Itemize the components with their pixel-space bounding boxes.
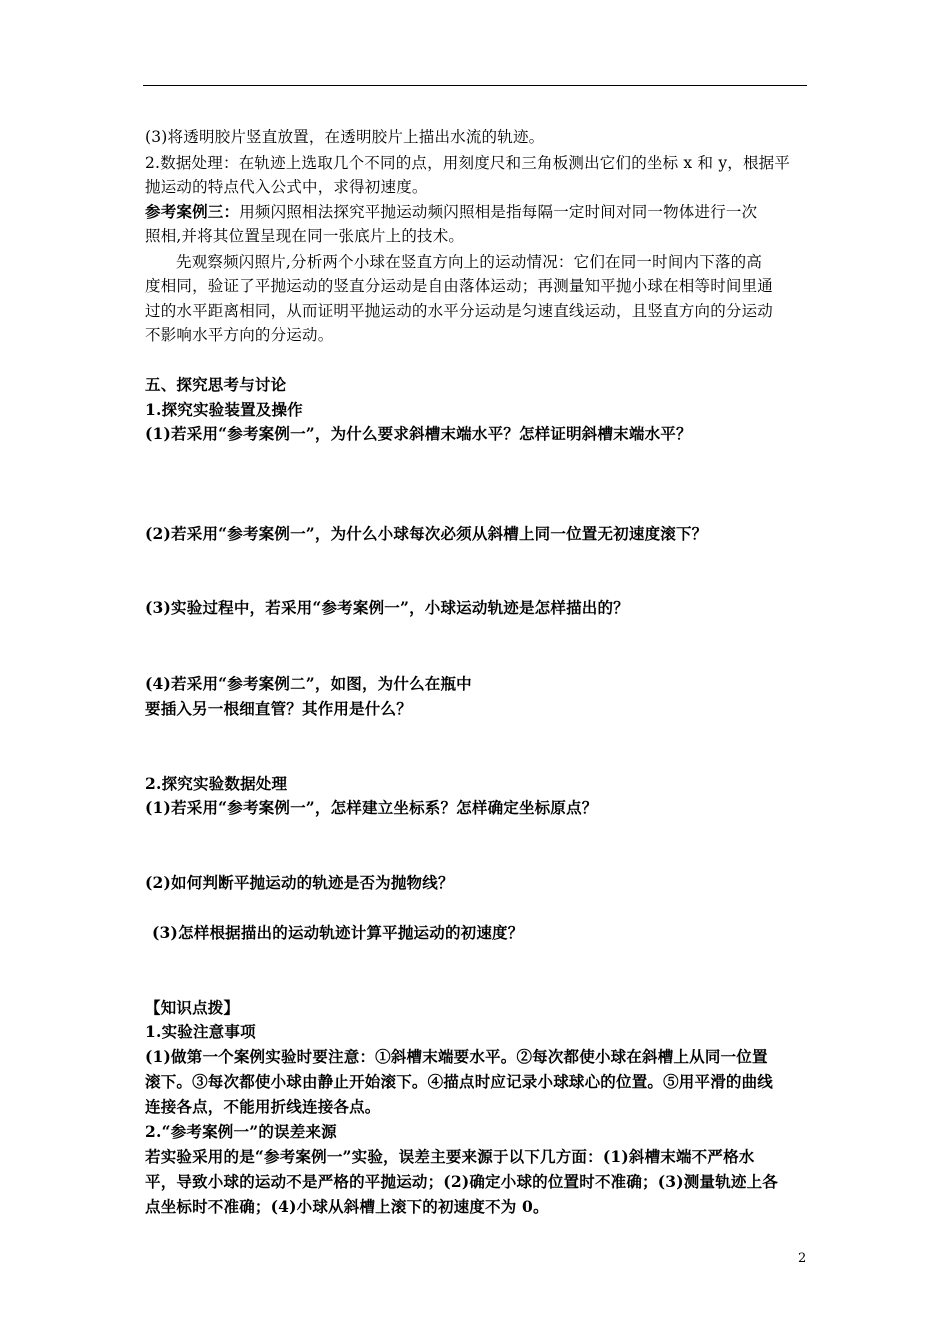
tips2-title: 2.“参考案例一”的误差来源: [145, 1122, 337, 1141]
observe-line-4: 不影响水平方向的分运动。: [145, 326, 334, 344]
s1-question-4-line-2: 要插入另一根细直管？其作用是什么？: [145, 699, 412, 718]
s1-question-3: (3)实验过程中，若采用“参考案例一”，小球运动轨迹是怎样描出的？: [145, 598, 629, 617]
section5-title: 五、探究思考与讨论: [145, 375, 287, 394]
tips1-title: 1.实验注意事项: [145, 1022, 256, 1041]
s2-question-1: (1)若采用“参考案例一”，怎样建立坐标系？怎样确定坐标原点？: [145, 798, 598, 817]
case3-text: 用频闪照相法探究平抛运动频闪照相是指每隔一定时间对同一物体进行一次: [239, 203, 758, 221]
data-processing-line-2: 抛运动的特点代入公式中，求得初速度。: [145, 178, 428, 196]
tips2-line-2: 平，导致小球的运动不是严格的平抛运动；(2)确定小球的位置时不准确；(3)测量轨迹上各: [145, 1172, 779, 1191]
paragraph-3: (3)将透明胶片竖直放置，在透明胶片上描出水流的轨迹。: [145, 128, 545, 146]
tips2-line-3: 点坐标时不准确；(4)小球从斜槽上滚下的初速度不为 0。: [145, 1197, 549, 1216]
data-processing-line-1: 2.数据处理：在轨迹上选取几个不同的点，用刻度尺和三角板测出它们的坐标 x 和 y，根据平: [145, 154, 791, 172]
s2-title: 2.探究实验数据处理: [145, 774, 288, 793]
page-number: 2: [798, 1251, 807, 1266]
case3-line-1: [145, 201, 809, 223]
header-rule: [143, 85, 807, 86]
s1-question-2: (2)若采用“参考案例一”，为什么小球每次必须从斜槽上同一位置无初速度滚下？: [145, 524, 708, 543]
case3-title: 参考案例三：: [145, 202, 240, 221]
observe-line-2: 度相同，验证了平抛运动的竖直分运动是自由落体运动；再测量知平抛小球在相等时间里通: [145, 277, 774, 295]
tips1-line-2: 滚下。③每次都使小球由静止开始滚下。④描点时应记录小球球心的位置。⑤用平滑的曲线: [145, 1072, 774, 1091]
s1-question-4-line-1: (4)若采用“参考案例二”，如图，为什么在瓶中: [145, 674, 472, 693]
tips1-line-1: (1)做第一个案例实验时要注意：①斜槽末端要水平。②每次都使小球在斜槽上从同一位置: [145, 1047, 768, 1066]
s2-question-3: (3)怎样根据描出的运动轨迹计算平抛运动的初速度？: [152, 923, 524, 942]
observe-line-1: 先观察频闪照片,分析两个小球在竖直方向上的运动情况：它们在同一时间内下落的高: [176, 253, 763, 271]
s1-title: 1.探究实验装置及操作: [145, 400, 303, 419]
case3-line-2: 照相,并将其位置呈现在同一张底片上的技术。: [145, 227, 465, 245]
tips-title: 【知识点拨】: [145, 998, 240, 1017]
tips1-line-3: 连接各点，不能用折线连接各点。: [145, 1097, 381, 1116]
s2-question-2: (2)如何判断平抛运动的轨迹是否为抛物线？: [145, 873, 454, 892]
s1-question-1: (1)若采用“参考案例一”，为什么要求斜槽末端水平？怎样证明斜槽末端水平？: [145, 424, 692, 443]
tips2-line-1: 若实验采用的是“参考案例一”实验，误差主要来源于以下几方面：(1)斜槽末端不严格水: [145, 1147, 755, 1166]
observe-line-3: 过的水平距离相同，从而证明平抛运动的水平分运动是匀速直线运动，且竖直方向的分运动: [145, 302, 774, 320]
